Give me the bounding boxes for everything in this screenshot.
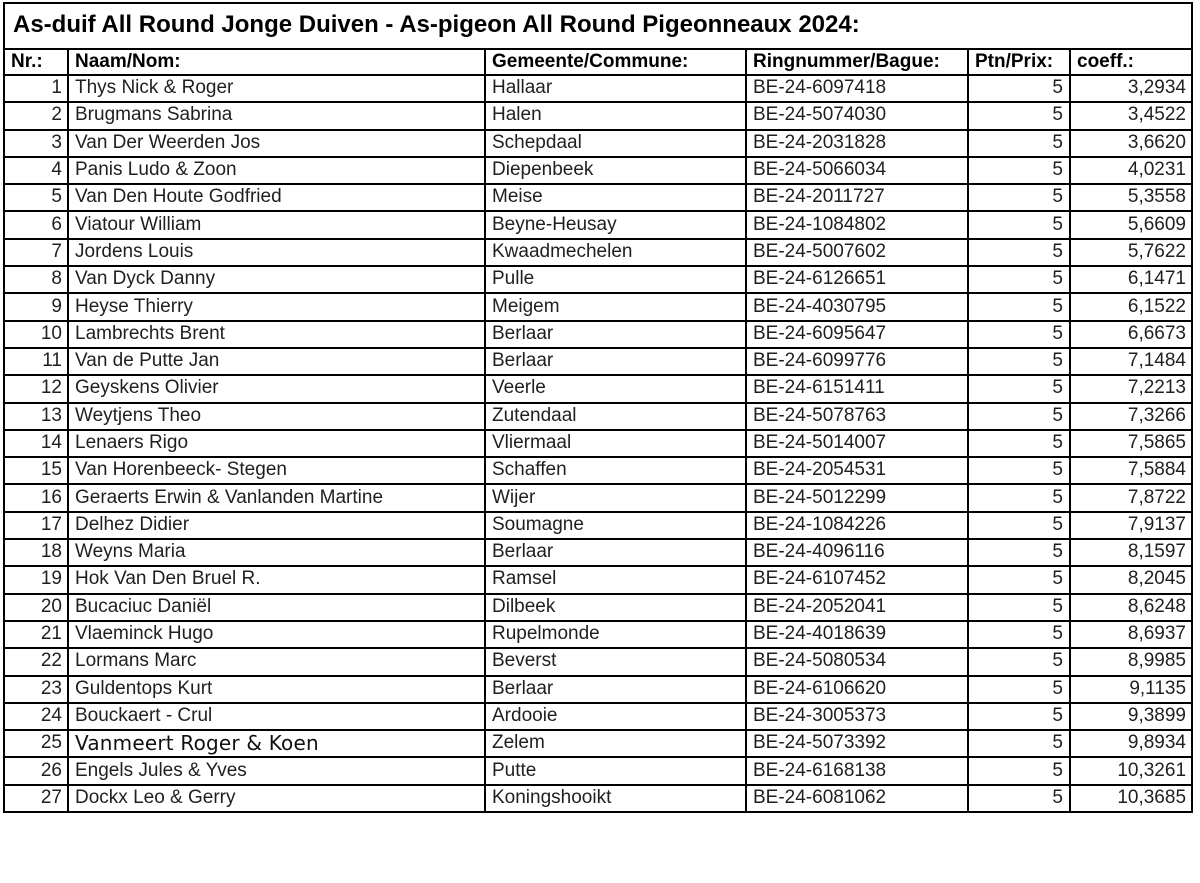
cell-ring: BE-24-5007602 xyxy=(746,239,968,266)
cell-nr: 9 xyxy=(4,293,68,320)
cell-ring: BE-24-6126651 xyxy=(746,266,968,293)
cell-commune: Kwaadmechelen xyxy=(485,239,746,266)
table-row xyxy=(4,184,1192,211)
cell-name: Bouckaert - Crul xyxy=(68,703,485,730)
cell-nr: 26 xyxy=(4,757,68,784)
cell-nr: 8 xyxy=(4,266,68,293)
cell-ring: BE-24-2054531 xyxy=(746,457,968,484)
cell-points: 5 xyxy=(968,403,1070,430)
cell-coeff: 9,3899 xyxy=(1070,703,1192,730)
cell-ring: BE-24-6099776 xyxy=(746,348,968,375)
table-row xyxy=(4,211,1192,238)
cell-ring: BE-24-6081062 xyxy=(746,785,968,812)
cell-coeff: 5,7622 xyxy=(1070,239,1192,266)
cell-nr: 1 xyxy=(4,75,68,102)
cell-ring: BE-24-5074030 xyxy=(746,102,968,129)
cell-ring: BE-24-5078763 xyxy=(746,403,968,430)
cell-nr: 21 xyxy=(4,621,68,648)
cell-commune: Dilbeek xyxy=(485,594,746,621)
cell-points: 5 xyxy=(968,130,1070,157)
cell-points: 5 xyxy=(968,757,1070,784)
cell-name: Bucaciuc Daniël xyxy=(68,594,485,621)
cell-nr: 6 xyxy=(4,211,68,238)
cell-commune: Meise xyxy=(485,184,746,211)
cell-commune: Zutendaal xyxy=(485,403,746,430)
cell-commune: Berlaar xyxy=(485,321,746,348)
cell-coeff: 6,1471 xyxy=(1070,266,1192,293)
cell-name: Viatour William xyxy=(68,211,485,238)
cell-ring: BE-24-6097418 xyxy=(746,75,968,102)
cell-coeff: 8,2045 xyxy=(1070,566,1192,593)
cell-name: Van Horenbeeck- Stegen xyxy=(68,457,485,484)
cell-name: Geyskens Olivier xyxy=(68,375,485,402)
cell-nr: 11 xyxy=(4,348,68,375)
cell-points: 5 xyxy=(968,484,1070,511)
table-row xyxy=(4,321,1192,348)
cell-commune: Zelem xyxy=(485,730,746,757)
cell-commune: Halen xyxy=(485,102,746,129)
column-header-nr: Nr.: xyxy=(4,49,68,75)
table-row xyxy=(4,293,1192,320)
table-row xyxy=(4,157,1192,184)
cell-nr: 19 xyxy=(4,566,68,593)
cell-ring: BE-24-1084802 xyxy=(746,211,968,238)
cell-coeff: 10,3685 xyxy=(1070,785,1192,812)
cell-commune: Berlaar xyxy=(485,676,746,703)
cell-name: Weyns Maria xyxy=(68,539,485,566)
cell-nr: 3 xyxy=(4,130,68,157)
cell-ring: BE-24-2031828 xyxy=(746,130,968,157)
cell-nr: 20 xyxy=(4,594,68,621)
cell-nr: 7 xyxy=(4,239,68,266)
table-row xyxy=(4,266,1192,293)
cell-coeff: 10,3261 xyxy=(1070,757,1192,784)
cell-ring: BE-24-5073392 xyxy=(746,730,968,757)
title-row xyxy=(4,3,1192,49)
cell-name: Heyse Thierry xyxy=(68,293,485,320)
cell-name: Lormans Marc xyxy=(68,648,485,675)
table-row xyxy=(4,102,1192,129)
cell-ring: BE-24-6095647 xyxy=(746,321,968,348)
cell-nr: 16 xyxy=(4,484,68,511)
results-table xyxy=(3,2,1193,813)
cell-name: Geraerts Erwin & Vanlanden Martine xyxy=(68,484,485,511)
results-sheet xyxy=(0,2,1200,883)
cell-ring: BE-24-6168138 xyxy=(746,757,968,784)
cell-name: Vanmeert Roger & Koen xyxy=(68,730,485,757)
cell-ring: BE-24-5012299 xyxy=(746,484,968,511)
cell-coeff: 8,6937 xyxy=(1070,621,1192,648)
cell-commune: Veerle xyxy=(485,375,746,402)
cell-points: 5 xyxy=(968,266,1070,293)
cell-commune: Beyne-Heusay xyxy=(485,211,746,238)
cell-commune: Soumagne xyxy=(485,512,746,539)
cell-points: 5 xyxy=(968,703,1070,730)
cell-name: Brugmans Sabrina xyxy=(68,102,485,129)
cell-coeff: 7,2213 xyxy=(1070,375,1192,402)
cell-nr: 13 xyxy=(4,403,68,430)
cell-commune: Diepenbeek xyxy=(485,157,746,184)
cell-ring: BE-24-4018639 xyxy=(746,621,968,648)
cell-commune: Berlaar xyxy=(485,348,746,375)
cell-ring: BE-24-2052041 xyxy=(746,594,968,621)
cell-ring: BE-24-5080534 xyxy=(746,648,968,675)
column-header-commune: Gemeente/Commune: xyxy=(485,49,746,75)
cell-commune: Vliermaal xyxy=(485,430,746,457)
cell-name: Hok Van Den Bruel R. xyxy=(68,566,485,593)
cell-points: 5 xyxy=(968,512,1070,539)
results-tbody xyxy=(4,75,1192,812)
table-row xyxy=(4,403,1192,430)
cell-points: 5 xyxy=(968,566,1070,593)
cell-coeff: 3,2934 xyxy=(1070,75,1192,102)
table-row xyxy=(4,457,1192,484)
table-row xyxy=(4,539,1192,566)
cell-nr: 14 xyxy=(4,430,68,457)
cell-coeff: 3,4522 xyxy=(1070,102,1192,129)
cell-commune: Schaffen xyxy=(485,457,746,484)
cell-ring: BE-24-6107452 xyxy=(746,566,968,593)
cell-commune: Beverst xyxy=(485,648,746,675)
cell-ring: BE-24-6106620 xyxy=(746,676,968,703)
cell-ring: BE-24-4030795 xyxy=(746,293,968,320)
cell-nr: 10 xyxy=(4,321,68,348)
header-row xyxy=(4,49,1192,75)
cell-commune: Berlaar xyxy=(485,539,746,566)
cell-name: Lenaers Rigo xyxy=(68,430,485,457)
table-row xyxy=(4,430,1192,457)
cell-commune: Pulle xyxy=(485,266,746,293)
cell-nr: 22 xyxy=(4,648,68,675)
table-row xyxy=(4,648,1192,675)
cell-coeff: 4,0231 xyxy=(1070,157,1192,184)
cell-ring: BE-24-3005373 xyxy=(746,703,968,730)
cell-points: 5 xyxy=(968,184,1070,211)
cell-name: Van de Putte Jan xyxy=(68,348,485,375)
cell-nr: 25 xyxy=(4,730,68,757)
cell-points: 5 xyxy=(968,676,1070,703)
cell-commune: Wijer xyxy=(485,484,746,511)
cell-ring: BE-24-4096116 xyxy=(746,539,968,566)
cell-nr: 4 xyxy=(4,157,68,184)
cell-points: 5 xyxy=(968,75,1070,102)
table-row xyxy=(4,621,1192,648)
cell-name: Van Den Houte Godfried xyxy=(68,184,485,211)
cell-coeff: 6,1522 xyxy=(1070,293,1192,320)
cell-nr: 17 xyxy=(4,512,68,539)
cell-ring: BE-24-2011727 xyxy=(746,184,968,211)
cell-name: Dockx Leo & Gerry xyxy=(68,785,485,812)
cell-points: 5 xyxy=(968,785,1070,812)
cell-commune: Ramsel xyxy=(485,566,746,593)
cell-commune: Ardooie xyxy=(485,703,746,730)
table-row xyxy=(4,785,1192,812)
cell-coeff: 9,1135 xyxy=(1070,676,1192,703)
cell-coeff: 8,6248 xyxy=(1070,594,1192,621)
table-row xyxy=(4,757,1192,784)
cell-coeff: 7,5865 xyxy=(1070,430,1192,457)
cell-name: Delhez Didier xyxy=(68,512,485,539)
table-row xyxy=(4,75,1192,102)
cell-name: Engels Jules & Yves xyxy=(68,757,485,784)
cell-commune: Meigem xyxy=(485,293,746,320)
table-row xyxy=(4,676,1192,703)
cell-name: Guldentops Kurt xyxy=(68,676,485,703)
cell-coeff: 5,3558 xyxy=(1070,184,1192,211)
cell-coeff: 7,5884 xyxy=(1070,457,1192,484)
cell-points: 5 xyxy=(968,321,1070,348)
cell-commune: Schepdaal xyxy=(485,130,746,157)
cell-points: 5 xyxy=(968,430,1070,457)
cell-ring: BE-24-5066034 xyxy=(746,157,968,184)
table-row xyxy=(4,348,1192,375)
cell-points: 5 xyxy=(968,621,1070,648)
cell-name: Thys Nick & Roger xyxy=(68,75,485,102)
cell-name: Lambrechts Brent xyxy=(68,321,485,348)
cell-commune: Hallaar xyxy=(485,75,746,102)
table-row xyxy=(4,703,1192,730)
cell-name: Van Der Weerden Jos xyxy=(68,130,485,157)
cell-name: Weytjens Theo xyxy=(68,403,485,430)
cell-coeff: 9,8934 xyxy=(1070,730,1192,757)
cell-name: Jordens Louis xyxy=(68,239,485,266)
cell-name: Van Dyck Danny xyxy=(68,266,485,293)
cell-coeff: 8,9985 xyxy=(1070,648,1192,675)
cell-coeff: 7,1484 xyxy=(1070,348,1192,375)
cell-coeff: 8,1597 xyxy=(1070,539,1192,566)
cell-points: 5 xyxy=(968,594,1070,621)
cell-points: 5 xyxy=(968,348,1070,375)
cell-commune: Putte xyxy=(485,757,746,784)
cell-nr: 27 xyxy=(4,785,68,812)
cell-ring: BE-24-1084226 xyxy=(746,512,968,539)
cell-nr: 2 xyxy=(4,102,68,129)
cell-name: Panis Ludo & Zoon xyxy=(68,157,485,184)
column-header-coeff: coeff.: xyxy=(1070,49,1192,75)
table-row xyxy=(4,130,1192,157)
cell-coeff: 5,6609 xyxy=(1070,211,1192,238)
table-row xyxy=(4,239,1192,266)
column-header-ring: Ringnummer/Bague: xyxy=(746,49,968,75)
cell-nr: 24 xyxy=(4,703,68,730)
cell-points: 5 xyxy=(968,157,1070,184)
cell-nr: 15 xyxy=(4,457,68,484)
table-row xyxy=(4,730,1192,757)
cell-points: 5 xyxy=(968,648,1070,675)
cell-name: Vlaeminck Hugo xyxy=(68,621,485,648)
cell-points: 5 xyxy=(968,239,1070,266)
cell-nr: 23 xyxy=(4,676,68,703)
table-title: As-duif All Round Jonge Duiven - As-pigeon All Round Pigeonneaux 2024: xyxy=(4,3,1192,49)
cell-coeff: 7,8722 xyxy=(1070,484,1192,511)
table-row xyxy=(4,512,1192,539)
cell-ring: BE-24-6151411 xyxy=(746,375,968,402)
column-header-points: Ptn/Prix: xyxy=(968,49,1070,75)
cell-commune: Rupelmonde xyxy=(485,621,746,648)
cell-commune: Koningshooikt xyxy=(485,785,746,812)
cell-nr: 18 xyxy=(4,539,68,566)
cell-ring: BE-24-5014007 xyxy=(746,430,968,457)
table-row xyxy=(4,566,1192,593)
cell-points: 5 xyxy=(968,211,1070,238)
cell-coeff: 7,3266 xyxy=(1070,403,1192,430)
table-row xyxy=(4,594,1192,621)
cell-coeff: 6,6673 xyxy=(1070,321,1192,348)
cell-points: 5 xyxy=(968,539,1070,566)
cell-points: 5 xyxy=(968,457,1070,484)
cell-coeff: 7,9137 xyxy=(1070,512,1192,539)
cell-coeff: 3,6620 xyxy=(1070,130,1192,157)
cell-points: 5 xyxy=(968,102,1070,129)
cell-points: 5 xyxy=(968,730,1070,757)
column-header-name: Naam/Nom: xyxy=(68,49,485,75)
cell-nr: 12 xyxy=(4,375,68,402)
cell-points: 5 xyxy=(968,375,1070,402)
cell-nr: 5 xyxy=(4,184,68,211)
table-row xyxy=(4,484,1192,511)
table-row xyxy=(4,375,1192,402)
cell-points: 5 xyxy=(968,293,1070,320)
